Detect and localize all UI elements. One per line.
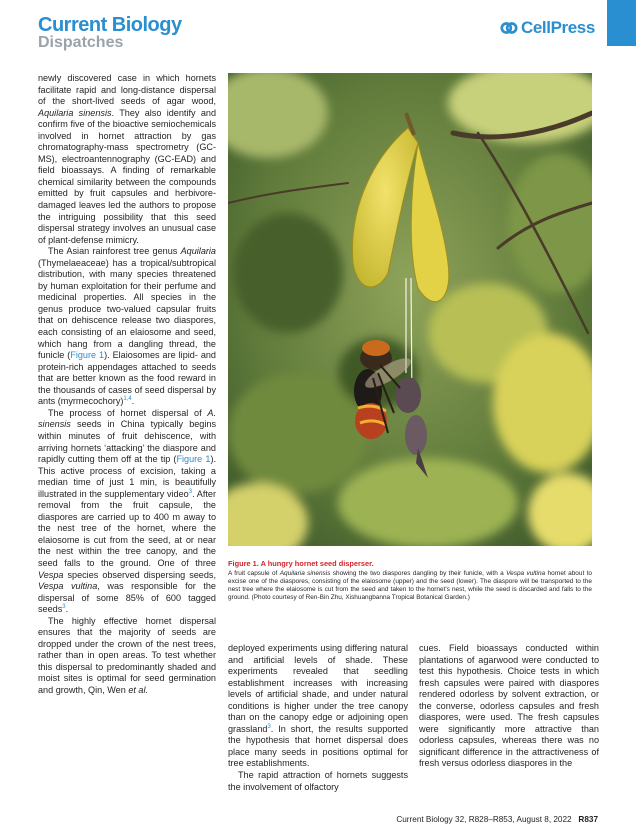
cellpress-logo-icon	[500, 19, 518, 37]
paragraph: The Asian rainforest tree genus Aquilaria (Thymelaeaceae) has a tropical/subtropical distribution, with many species threatened by human exploitation for their perfume and medicinal properties. All species in the genus produce two-valued capsular fruits that on dehiscence release two diaspores, each consisting of an elaiosome and seed, which hang from a dangling thread, the funicle (Figure 1). Elaiosomes are lipid- and protein-rich appendages attached to seeds that are better known as the food reward in the thousands of cases of seed dispersal by ants (myrmecochory)$^{1,4}$.	[38, 246, 216, 407]
citation: Current Biology 32, R828–R853, August 8, 2022	[396, 815, 572, 824]
page-tab-marker	[607, 0, 636, 46]
figure-title: Figure 1. A hungry hornet seed disperser.	[228, 559, 374, 568]
paragraph: The process of hornet dispersal of A. sinensis seeds in China typically begins within minutes of fruit dehiscence, with arriving hornets ‘attacking’ the diaspore and rapidly cutting them off at the tip (Figure 1). This active process of excision, taking a median time of just 1 min, is beautifully illustrated in the supplementary video$^3$. After removal from the fruit capsule, the diaspores are carried up to 400 m away to the nest tree of the hornet, where the elaiosome is cut from the seed, at or near the nest within the tree canopy, and the seed falls to the ground. One of three Vespa species observed dispersing seeds, Vespa vultina, was responsible for the dispersal of some 85% of 600 tagged seeds$^3$.	[38, 407, 216, 615]
reference-link[interactable]: 3	[62, 604, 66, 611]
figure-caption-text: A fruit capsule of Aquilaria sinensis showing the two diaspores dangling by their funicle, with a Vespa vultina hornet about to excise one of the diaspores, consisting of the elaiosome (upper) and the seed (lower). The diaspore will be transported to the nest tree where the elaiosome is cut from the seed and taken to the hornet's nest, while the seed is discarded and falls to the ground. (Photo courtesy of Ren-Bin Zhu, Xishuangbanna Tropical Botanical Garden.)	[228, 570, 592, 602]
journal-title: Current Biology	[38, 14, 182, 36]
reference-link[interactable]: 3	[267, 723, 271, 730]
figure-photo	[228, 73, 592, 546]
text-column-1	[38, 73, 216, 697]
paragraph: The rapid attraction of hornets suggests the involvement of olfactory	[228, 770, 408, 792]
page-number: R837	[578, 815, 598, 824]
figure-link[interactable]: Figure 1	[70, 350, 105, 361]
figure-caption	[228, 560, 592, 602]
reference-link[interactable]: 1,4	[123, 396, 132, 403]
figure-link[interactable]: Figure 1	[176, 454, 211, 465]
publisher-logo[interactable]	[500, 17, 595, 39]
paragraph: deployed experiments using differing natural and artificial levels of shade. These experiments revealed that seedling establishment increases with increasing levels of artificial shade, and under natural conditions is higher under the tree canopy than on the canopy edge or adjoining open grassland$^3$. In short, the results supported the hypothesis that hornet dispersal does place many seeds in positions optimal for tree establishments.	[228, 643, 408, 769]
paragraph: cues. Field bioassays conducted within plantations of agarwood were conducted to test this hypothesis. Choice tests in which fresh capsules were paired with diaspores rendered odorless by solvent extraction, or the converse, odorless capsules and fresh diaspores, were used. The fresh capsules were significantly more attractive than odorless capsules, whereas there was no significant difference in the attractiveness of fresh versus odorless diaspores in the	[419, 643, 599, 769]
page-footer	[0, 815, 598, 824]
paragraph: newly discovered case in which hornets facilitate rapid and long-distance dispersal of the short-lived seeds of agar wood, Aquilaria sinensis. They also identify and confirm five of the bioactive semiochemicals involved in hornet attraction by gas chromatography-mass spectrometry (GC-MS), electroantennography (GC-EAD) and field bioassays. A finding of remarkable chemical similarity between the compounds emitted by fruit capsules and herbivore-damaged leaves led the authors to propose the intriguing possibility that this seed dispersal strategy involves an unusual case of plant-defense mimicry.	[38, 73, 216, 245]
paragraph: The highly effective hornet dispersal ensures that the majority of seeds are dropped under the crown of the nest trees, rather than in open areas. To test whether this dispersal to predominantly shaded and moist sites is optimal for seed germination and growth, Qin, Wen et al.	[38, 615, 216, 695]
text-column-3	[419, 643, 599, 770]
publisher-name: CellPress	[521, 18, 595, 37]
hornet-photo-illustration	[228, 73, 592, 546]
reference-link[interactable]: 3	[188, 488, 193, 495]
section-title: Dispatches	[38, 34, 124, 51]
text-column-2	[228, 643, 408, 793]
